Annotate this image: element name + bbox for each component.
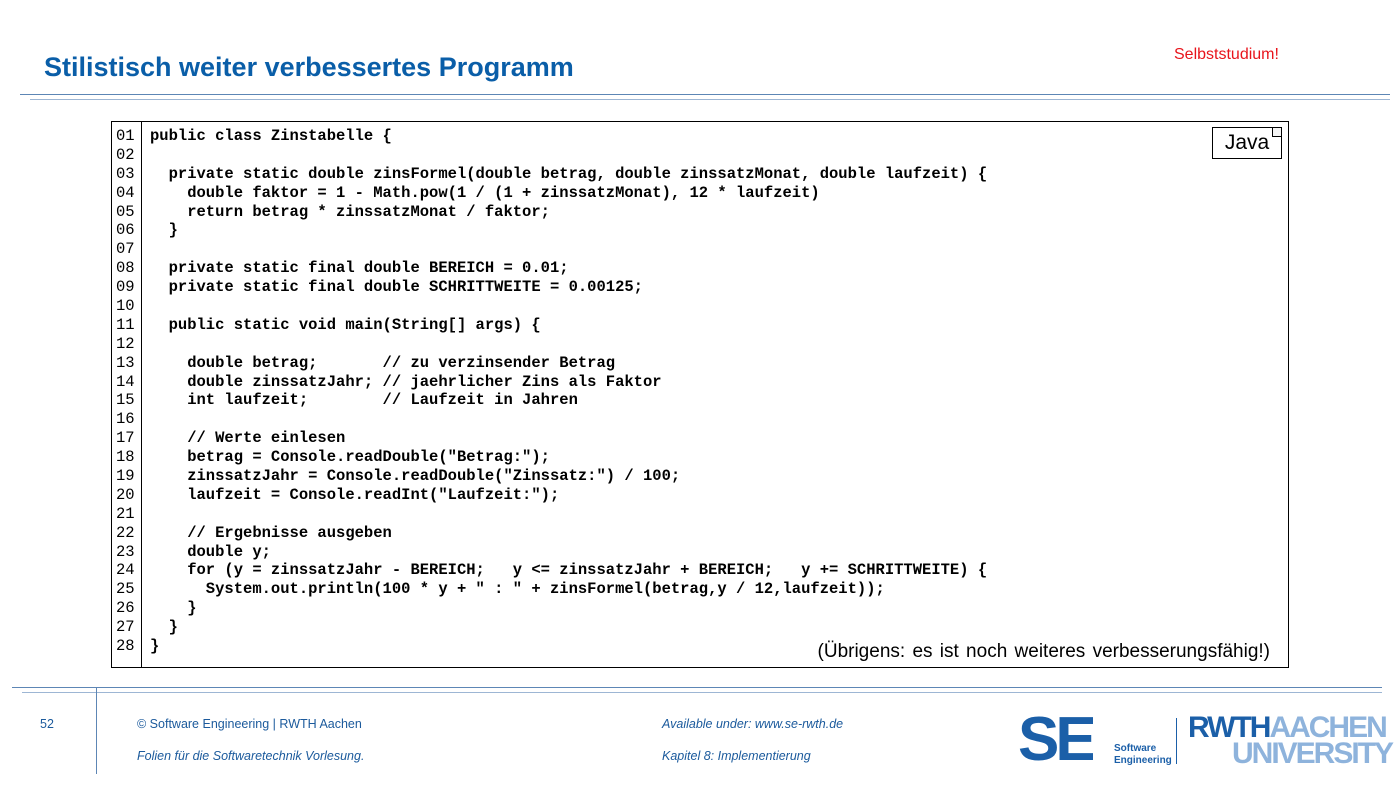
language-tag-label: Java xyxy=(1224,131,1270,154)
code-line: betrag = Console.readDouble("Betrag:"); xyxy=(150,448,550,467)
code-line: double faktor = 1 - Math.pow(1 / (1 + zinssatzMonat), 12 * laufzeit) xyxy=(150,183,820,202)
code-line: private static double zinsFormel(double betrag, double zinssatzMonat, double laufzeit) { xyxy=(150,164,988,183)
line-number: 22 xyxy=(116,523,135,542)
code-line xyxy=(150,240,987,259)
footer-copyright: © Software Engineering | RWTH Aachen xyxy=(137,717,362,731)
language-tag xyxy=(1212,127,1282,159)
code-note: (Übrigens: es ist noch weiteres verbesserungsfähig!) xyxy=(817,641,1270,662)
line-number: 27 xyxy=(116,618,135,637)
code-line xyxy=(150,297,987,316)
line-number: 23 xyxy=(116,542,135,561)
line-number: 24 xyxy=(116,561,135,580)
se-logo-line1: Software xyxy=(1114,743,1157,754)
line-number: 10 xyxy=(116,297,135,316)
code-line: // Werte einlesen xyxy=(150,429,346,448)
line-number: 15 xyxy=(116,391,135,410)
slide-title: Stilistisch weiter verbessertes Programm xyxy=(44,52,574,82)
code-line: for (y = zinssatzJahr - BEREICH; y <= zinssatzJahr + BEREICH; y += SCHRITTWEITE) { xyxy=(150,561,988,580)
line-number: 18 xyxy=(116,448,135,467)
line-number-gutter xyxy=(112,122,142,667)
footer-chapter: Kapitel 8: Implementierung xyxy=(662,749,811,763)
line-number: 06 xyxy=(116,221,135,240)
rwth-logo-part1: RWTH xyxy=(1188,711,1270,744)
line-number: 13 xyxy=(116,353,135,372)
line-number: 08 xyxy=(116,259,135,278)
line-number: 21 xyxy=(116,504,135,523)
rwth-logo-university: UNIVERSITY xyxy=(1232,737,1393,770)
line-number: 16 xyxy=(116,410,135,429)
footer-divider-secondary xyxy=(22,692,1382,693)
code-line: } xyxy=(150,637,160,656)
code-line xyxy=(150,335,987,354)
line-number: 01 xyxy=(116,127,135,145)
code-line: } xyxy=(150,599,197,618)
se-logo xyxy=(1018,713,1172,767)
footer-divider xyxy=(12,687,1382,688)
code-line xyxy=(150,146,987,165)
line-number: 28 xyxy=(116,637,135,656)
line-number: 07 xyxy=(116,240,135,259)
code-line: double betrag; // zu verzinsender Betrag xyxy=(150,353,616,372)
header-divider-secondary xyxy=(30,99,1390,100)
code-line: laufzeit = Console.readInt("Laufzeit:"); xyxy=(150,485,560,504)
line-number: 05 xyxy=(116,202,135,221)
header-divider xyxy=(20,94,1390,95)
code-line: private static final double SCHRITTWEITE = 0.00125; xyxy=(150,278,643,297)
line-number: 11 xyxy=(116,315,135,334)
self-study-badge: Selbststudium! xyxy=(1174,46,1279,63)
logo-divider xyxy=(1176,718,1177,764)
code-line: } xyxy=(150,221,178,240)
line-number: 17 xyxy=(116,429,135,448)
code-line: double zinssatzJahr; // jaehrlicher Zins als Faktor xyxy=(150,372,662,391)
code-line: int laufzeit; // Laufzeit in Jahren xyxy=(150,391,578,410)
line-numbers xyxy=(116,127,135,656)
code-line: return betrag * zinssatzMonat / faktor; xyxy=(150,202,550,221)
line-number: 25 xyxy=(116,580,135,599)
se-logo-caption xyxy=(1114,743,1172,767)
code-line: public class Zinstabelle { xyxy=(150,127,392,145)
line-number: 14 xyxy=(116,372,135,391)
se-logo-letters: SE xyxy=(1018,713,1093,767)
line-number: 02 xyxy=(116,145,135,164)
line-number: 04 xyxy=(116,183,135,202)
rwth-logo-part2: AACHEN xyxy=(1269,711,1386,744)
footer-lecture: Folien für die Softwaretechnik Vorlesung. xyxy=(137,749,365,763)
code-line: public static void main(String[] args) { xyxy=(150,315,541,334)
se-logo-line2: Engineering xyxy=(1114,755,1172,766)
code-line: zinssatzJahr = Console.readDouble("Zinssatz:") / 100; xyxy=(150,467,681,486)
code-line xyxy=(150,410,987,429)
line-number: 26 xyxy=(116,599,135,618)
footer-vertical-divider xyxy=(96,688,97,774)
page-number: 52 xyxy=(40,717,54,731)
line-number: 19 xyxy=(116,467,135,486)
line-number: 20 xyxy=(116,485,135,504)
code-line xyxy=(150,505,987,524)
code-line: } xyxy=(150,618,178,637)
code-line: private static final double BEREICH = 0.01; xyxy=(150,259,569,278)
code-line: double y; xyxy=(150,542,271,561)
code-lines xyxy=(150,127,987,656)
line-number: 09 xyxy=(116,278,135,297)
line-number: 12 xyxy=(116,334,135,353)
dog-ear-icon xyxy=(1272,128,1281,137)
footer-available-link[interactable]: Available under: www.se-rwth.de xyxy=(662,717,844,731)
code-listing xyxy=(111,121,1289,668)
code-line: System.out.println(100 * y + " : " + zinsFormel(betrag,y / 12,laufzeit)); xyxy=(150,580,885,599)
code-line: // Ergebnisse ausgeben xyxy=(150,523,392,542)
line-number: 03 xyxy=(116,164,135,183)
